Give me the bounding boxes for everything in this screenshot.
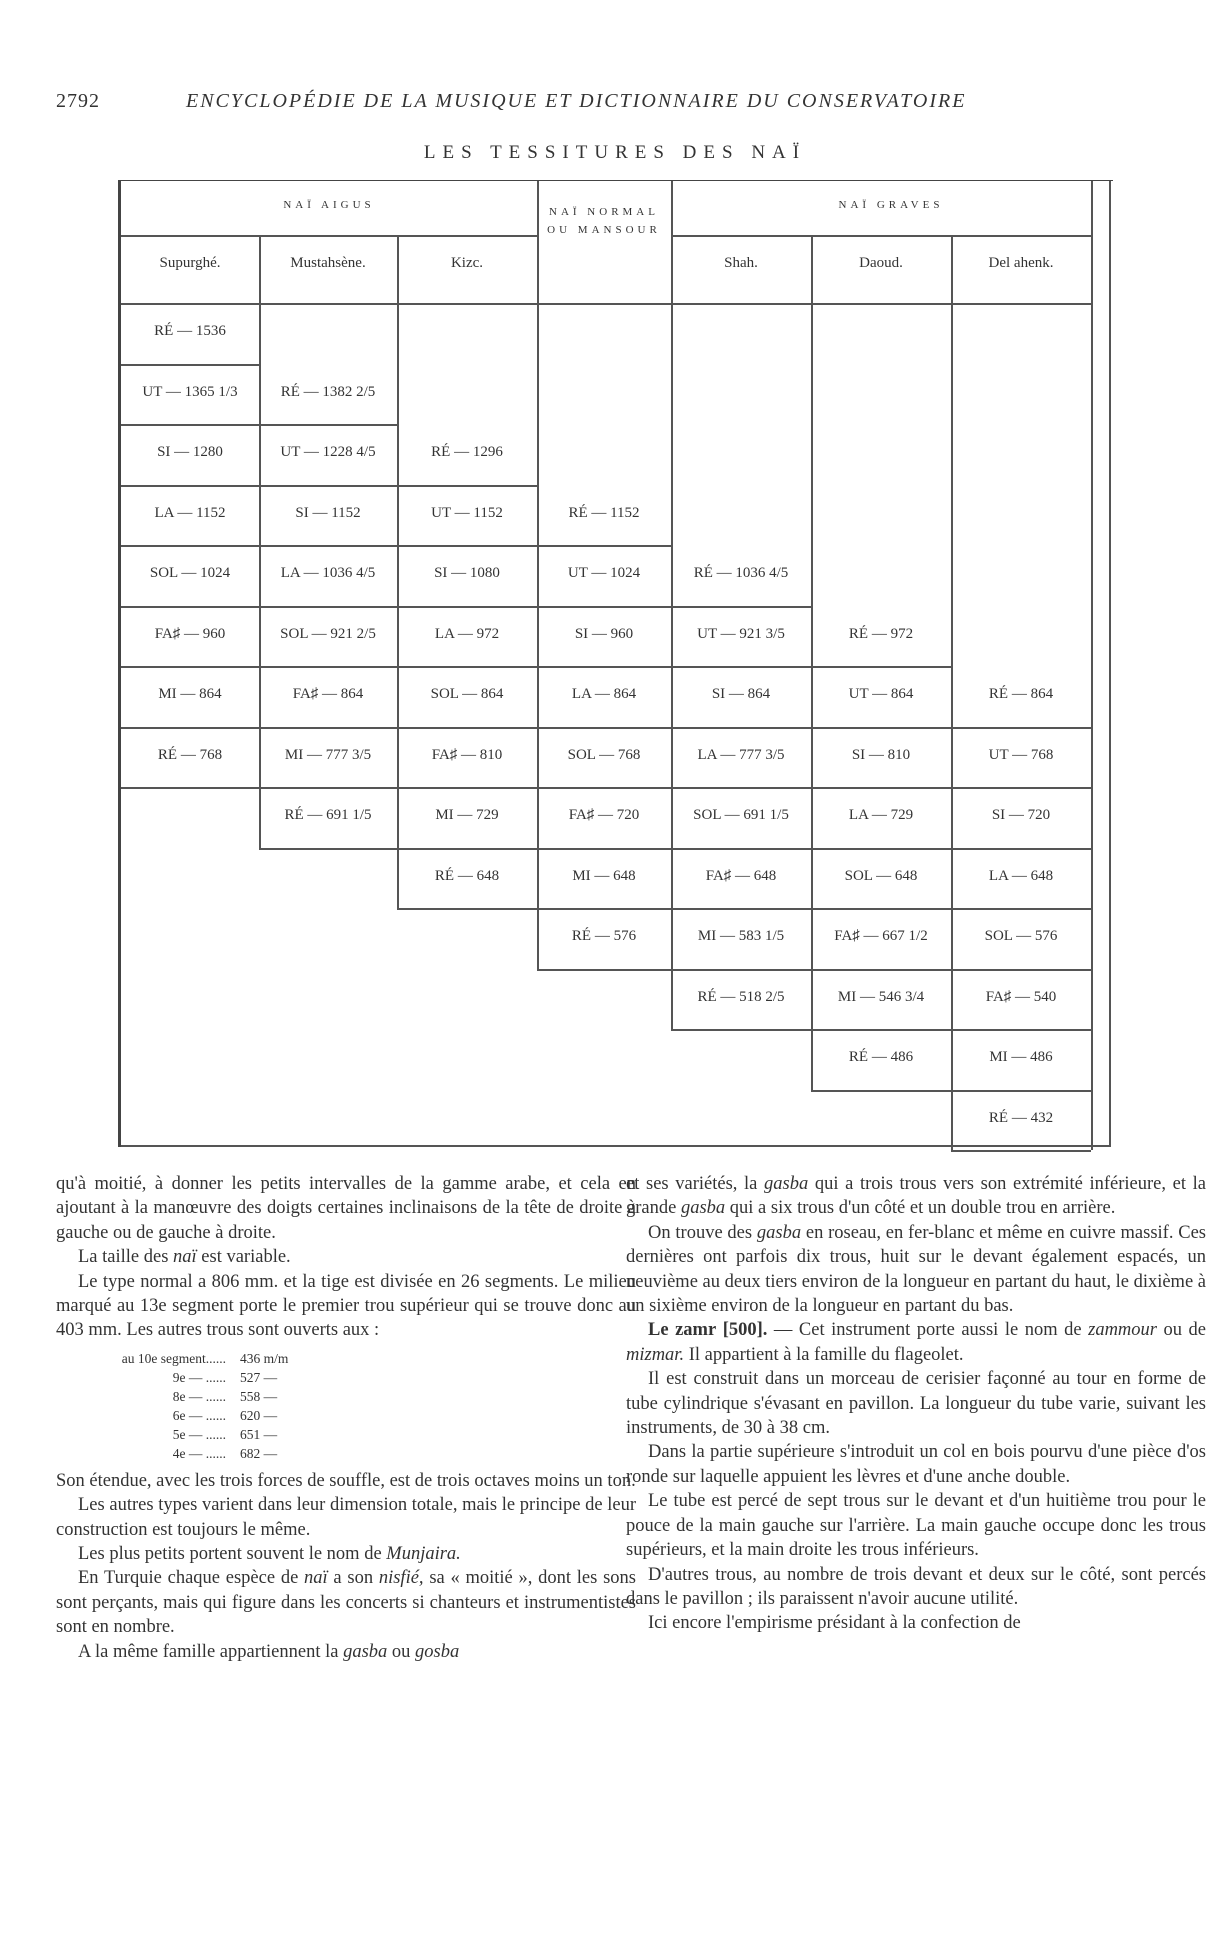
- cell-rule: [537, 545, 671, 547]
- table-cell: RÉ — 864: [988, 686, 1054, 702]
- text-run-italic: mizmar.: [626, 1344, 685, 1365]
- table-cell: RÉ — 486: [848, 1049, 914, 1065]
- cell-rule: [397, 485, 537, 487]
- cell-rule: [537, 969, 671, 971]
- table-cell: FA♯ — 720: [568, 807, 640, 823]
- running-title: ENCYCLOPÉDIE DE LA MUSIQUE ET DICTIONNAIRE DU CONSERVATOIRE: [186, 90, 967, 112]
- cell-rule: [537, 787, 671, 789]
- table-cell: RÉ — 518 2/5: [697, 988, 785, 1005]
- col-header-shah: Shah.: [724, 255, 758, 271]
- col-header-supurghe: Supurghé.: [159, 255, 221, 271]
- table-cell: SI — 864: [711, 686, 771, 702]
- segment-row: [56, 1444, 636, 1463]
- cell-rule: [537, 606, 671, 608]
- cell-rule: [121, 606, 259, 608]
- table-cell: RÉ — 576: [571, 928, 637, 944]
- table-cell: RÉ — 691 1/5: [284, 807, 372, 823]
- paragraph: Le tube est percé de sept trous sur le devant et d'un huitième trou pour le pouce de la main gauche sur l'arrière. La main gauche occupe donc les trous supérieurs, et la main droite les trous inférieurs.: [626, 1491, 1206, 1561]
- table-cell: RÉ — 1036 4/5: [693, 565, 789, 581]
- text-run: ou: [387, 1641, 416, 1662]
- table-cell: SI — 960: [574, 625, 634, 642]
- segment-row: [56, 1425, 636, 1444]
- table-cell: LA — 777 3/5: [697, 746, 785, 763]
- cell-rule: [811, 969, 951, 971]
- paragraph: [56, 1542, 636, 1566]
- table-cell: FA♯ — 667 1/2: [834, 928, 928, 944]
- cell-rule: [671, 727, 811, 729]
- paragraph: Dans la partie supérieure s'introduit un col en bois pourvu d'une pièce d'os ronde sur laquelle appuient les lèvres et d'une anche double.: [626, 1442, 1206, 1487]
- cell-rule: [537, 666, 671, 668]
- table-cell: UT — 1024: [567, 565, 641, 581]
- table-cell: LA — 972: [434, 625, 500, 642]
- text-run-italic: Munjaira.: [386, 1544, 461, 1565]
- table-cell: SI — 1280: [157, 444, 223, 460]
- table-cell: UT — 1228 4/5: [280, 444, 376, 460]
- paragraph: Les autres types varient dans leur dimension totale, mais le principe de leur construction est toujours le même.: [56, 1495, 636, 1540]
- table-cell: RÉ — 1296: [431, 444, 503, 460]
- table-cell: UT — 1365 1/3: [142, 383, 238, 400]
- cell-rule: [121, 424, 259, 426]
- cell-rule: [121, 787, 259, 789]
- segment-value: 620 —: [240, 1407, 278, 1423]
- text-run-italic: gasba: [756, 1222, 802, 1243]
- table-cell: UT — 921 3/5: [697, 625, 785, 642]
- column-line: [1091, 181, 1093, 1150]
- segment-value: 558 —: [240, 1388, 278, 1404]
- table-cell: MI — 864: [158, 686, 222, 702]
- cell-rule: [671, 969, 811, 971]
- cell-rule: [259, 727, 397, 729]
- table-cell: LA — 648: [988, 867, 1054, 884]
- cell-rule: [259, 606, 397, 608]
- text-run-italic: naï: [304, 1568, 328, 1589]
- page-number: 2792: [56, 90, 100, 112]
- cell-rule: [811, 787, 951, 789]
- paragraph: [626, 1172, 1206, 1221]
- table-cell: FA♯ — 810: [431, 746, 503, 763]
- segment-label: 6e — ......: [172, 1407, 226, 1423]
- col-header-daoud: Daoud.: [859, 255, 903, 271]
- table-cell: RÉ — 648: [434, 867, 500, 884]
- text-run-italic: gasba: [680, 1198, 726, 1219]
- cell-rule: [671, 606, 811, 608]
- text-run: Il appartient à la famille du flageolet.: [684, 1344, 964, 1365]
- table-cell: SI — 810: [851, 746, 911, 763]
- group-header-normal: NAÏ NORMAL OU MANSOUR: [547, 206, 661, 236]
- table-cell: FA♯ — 960: [154, 625, 226, 642]
- table-cell: RÉ — 1382 2/5: [280, 383, 376, 400]
- text-run: est variable.: [196, 1247, 291, 1268]
- right-text-column: [626, 1172, 1206, 1636]
- paragraph: Il est construit dans un morceau de cerisier façonné au tour en forme de tube cylindrique s'évasant en pavillon. La longueur du tube varie, suivant les instruments, de 30 à 38 cm.: [626, 1369, 1206, 1439]
- segment-label: 8e — ......: [172, 1388, 226, 1404]
- table-cell: FA♯ — 648: [705, 867, 777, 884]
- cell-rule: [671, 1029, 811, 1031]
- cell-rule: [951, 908, 1091, 910]
- col-header-kize: Kizc.: [450, 255, 484, 271]
- paragraph: Ici encore l'empirisme présidant à la confection de: [648, 1613, 1021, 1634]
- cell-rule: [537, 848, 671, 850]
- table-cell: MI — 486: [989, 1049, 1053, 1065]
- paragraph: [56, 1566, 636, 1639]
- cell-rule: [397, 606, 537, 608]
- text-run: ou de: [1157, 1320, 1207, 1341]
- segment-label: 9e — ......: [172, 1369, 226, 1385]
- table-cell: SOL — 691 1/5: [693, 807, 789, 823]
- table-cell: LA — 864: [571, 686, 637, 702]
- text-run: et ses variétés, la: [626, 1174, 765, 1194]
- paragraph: [626, 1221, 1206, 1319]
- section-number: [500].: [722, 1320, 768, 1341]
- cell-rule: [121, 364, 259, 366]
- group-header-graves: NAÏ GRAVES: [838, 199, 944, 211]
- text-run-italic: nisfié,: [378, 1568, 424, 1589]
- cell-rule: [951, 787, 1091, 789]
- segment-label: au 10e segment......: [121, 1350, 226, 1366]
- section-heading: Le zamr: [648, 1320, 717, 1341]
- table-cell: UT — 768: [988, 746, 1054, 763]
- cell-rule: [259, 545, 397, 547]
- cell-rule: [121, 545, 259, 547]
- cell-rule: [811, 1029, 951, 1031]
- text-run-italic: gasba: [343, 1641, 388, 1662]
- cell-rule: [397, 787, 537, 789]
- cell-rule: [397, 545, 537, 547]
- cell-rule: [811, 908, 951, 910]
- table-cell: RÉ — 768: [157, 746, 223, 763]
- segment-value: 436 m/m: [240, 1350, 289, 1366]
- text-run-italic: gosba: [415, 1641, 460, 1662]
- segment-value: 527 —: [240, 1369, 278, 1385]
- paragraph: [626, 1318, 1206, 1367]
- cell-rule: [537, 908, 671, 910]
- cell-rule: [397, 908, 537, 910]
- cell-rule: [259, 485, 397, 487]
- text-run: En Turquie chaque espèce de: [78, 1568, 305, 1589]
- segment-row: [56, 1406, 636, 1425]
- table-cell: RÉ — 1152: [568, 504, 640, 521]
- paragraph: [56, 1640, 636, 1664]
- cell-rule: [671, 666, 811, 668]
- table-border-bottom: [121, 1145, 1111, 1147]
- segment-value: 682 —: [240, 1445, 278, 1461]
- text-run: A la même famille appartiennent la: [78, 1641, 344, 1662]
- cell-rule: [951, 1029, 1091, 1031]
- paragraph: [56, 1245, 636, 1269]
- table-cell: MI — 729: [435, 807, 499, 823]
- text-run: La taille des: [78, 1247, 174, 1268]
- table-cell: SOL — 921 2/5: [280, 625, 376, 642]
- cell-rule: [811, 1090, 951, 1092]
- text-run: — Cet instrument porte aussi le nom de: [767, 1320, 1089, 1341]
- col-header-del-ahenk: Del ahenk.: [988, 255, 1054, 271]
- text-run: On trouve des: [648, 1222, 757, 1243]
- table-cell: MI — 583 1/5: [697, 928, 785, 944]
- text-run-italic: zammour: [1088, 1320, 1157, 1341]
- table-cell: RÉ — 972: [848, 625, 914, 642]
- table-cell: LA — 1036 4/5: [280, 565, 376, 581]
- cell-rule: [811, 666, 951, 668]
- column-line: [811, 235, 813, 1090]
- table-cell: SOL — 648: [844, 867, 918, 884]
- cell-rule: [397, 848, 537, 850]
- cell-rule: [951, 727, 1091, 729]
- cell-rule: [259, 424, 397, 426]
- cell-rule: [811, 848, 951, 850]
- table-cell: FA♯ — 540: [985, 988, 1057, 1005]
- cell-rule: [259, 848, 397, 850]
- table-cell: MI — 648: [572, 867, 636, 884]
- col-header-mustahsene: Mustahsène.: [290, 255, 366, 271]
- cell-rule: [121, 727, 259, 729]
- table-cell: SOL — 768: [567, 746, 641, 763]
- text-run: a son: [327, 1568, 379, 1589]
- table-cell: UT — 864: [848, 686, 914, 702]
- tessitura-table: [118, 180, 1113, 1147]
- header-rule: [121, 303, 1091, 305]
- table-cell: RÉ — 1536: [154, 323, 226, 339]
- cell-rule: [671, 908, 811, 910]
- paragraph: D'autres trous, au nombre de trois devant et deux sur le côté, sont percés dans le pavillon ; ils paraissent n'avoir aucune utilité.: [626, 1564, 1206, 1609]
- table-cell: UT — 1152: [431, 504, 503, 521]
- text-run: Les plus petits portent souvent le nom de: [78, 1544, 387, 1565]
- table-cell: MI — 546 3/4: [837, 988, 925, 1005]
- table-title: LES TESSITURES DES NAÏ: [423, 142, 807, 163]
- table-cell: SI — 1152: [295, 504, 361, 521]
- cell-rule: [951, 848, 1091, 850]
- segment-row: [56, 1368, 636, 1387]
- segment-label: 4e — ......: [172, 1445, 226, 1461]
- paragraph: Son étendue, avec les trois forces de souffle, est de trois octaves moins un ton.: [56, 1470, 636, 1491]
- segment-value: 651 —: [240, 1426, 278, 1442]
- segment-list: [56, 1349, 636, 1463]
- table-cell: RÉ — 432: [988, 1109, 1054, 1126]
- cell-rule: [259, 787, 397, 789]
- group-underline: [121, 235, 537, 237]
- segment-label: 5e — ......: [172, 1426, 226, 1442]
- text-run: en roseau, en fer-blanc et même en cuivre massif. Ces dernières ont parfois dix trous, huit sur le devant également espacés, un neuvième au deux tiers environ de la longueur en partant du haut, le dixième à un sixième environ de la longueur en partant du bas.: [626, 1222, 1206, 1317]
- cell-rule: [811, 727, 951, 729]
- cell-rule: [951, 1090, 1091, 1092]
- text-run: qui a six trous d'un côté et un double trou en arrière.: [725, 1198, 1116, 1219]
- table-border-right: [1109, 181, 1111, 1147]
- table-cell: SOL — 864: [430, 686, 504, 702]
- table-cell: SOL — 576: [984, 928, 1058, 944]
- paragraph: Le type normal a 806 mm. et la tige est divisée en 26 segments. Le milieu marqué au 13e segment porte le premier trou supérieur qui se trouve donc au 403 mm. Les autres trous sont ouverts aux :: [56, 1271, 636, 1341]
- group-header-aigus: NAÏ AIGUS: [283, 199, 375, 211]
- left-text-column: [56, 1172, 636, 1664]
- table-cell: SOL — 1024: [149, 565, 231, 581]
- text-run: sa « moitié », dont les sons sont perçants, mais qui figure dans les concerts si chanteurs et instrumentistes sont en nombre.: [56, 1568, 636, 1638]
- segment-row: [56, 1387, 636, 1406]
- cell-rule: [397, 666, 537, 668]
- table-cell: LA — 1152: [154, 504, 226, 521]
- text-run: qui a trois trous vers son extrémité inférieure, et la grande: [626, 1174, 1206, 1219]
- text-run-italic: naï: [173, 1247, 197, 1268]
- cell-rule: [951, 969, 1091, 971]
- cell-rule: [537, 727, 671, 729]
- cell-rule: [951, 1150, 1091, 1152]
- cell-rule: [671, 848, 811, 850]
- table-cell: LA — 729: [848, 807, 914, 823]
- table-cell: SI — 720: [991, 807, 1051, 823]
- table-cell: SI — 1080: [434, 565, 500, 581]
- table-cell: FA♯ — 864: [292, 686, 364, 702]
- segment-row: [56, 1349, 636, 1368]
- cell-rule: [259, 666, 397, 668]
- cell-rule: [397, 727, 537, 729]
- text-run-italic: gasba: [764, 1174, 809, 1194]
- cell-rule: [671, 787, 811, 789]
- table-cell: MI — 777 3/5: [284, 746, 372, 763]
- group-underline: [671, 235, 1091, 237]
- cell-rule: [121, 485, 259, 487]
- cell-rule: [121, 666, 259, 668]
- paragraph: qu'à moitié, à donner les petits intervalles de la gamme arabe, et cela en ajoutant à la manœuvre des doigts certaines inclinaisons de la tête de droite à gauche ou de gauche à droite.: [56, 1174, 636, 1243]
